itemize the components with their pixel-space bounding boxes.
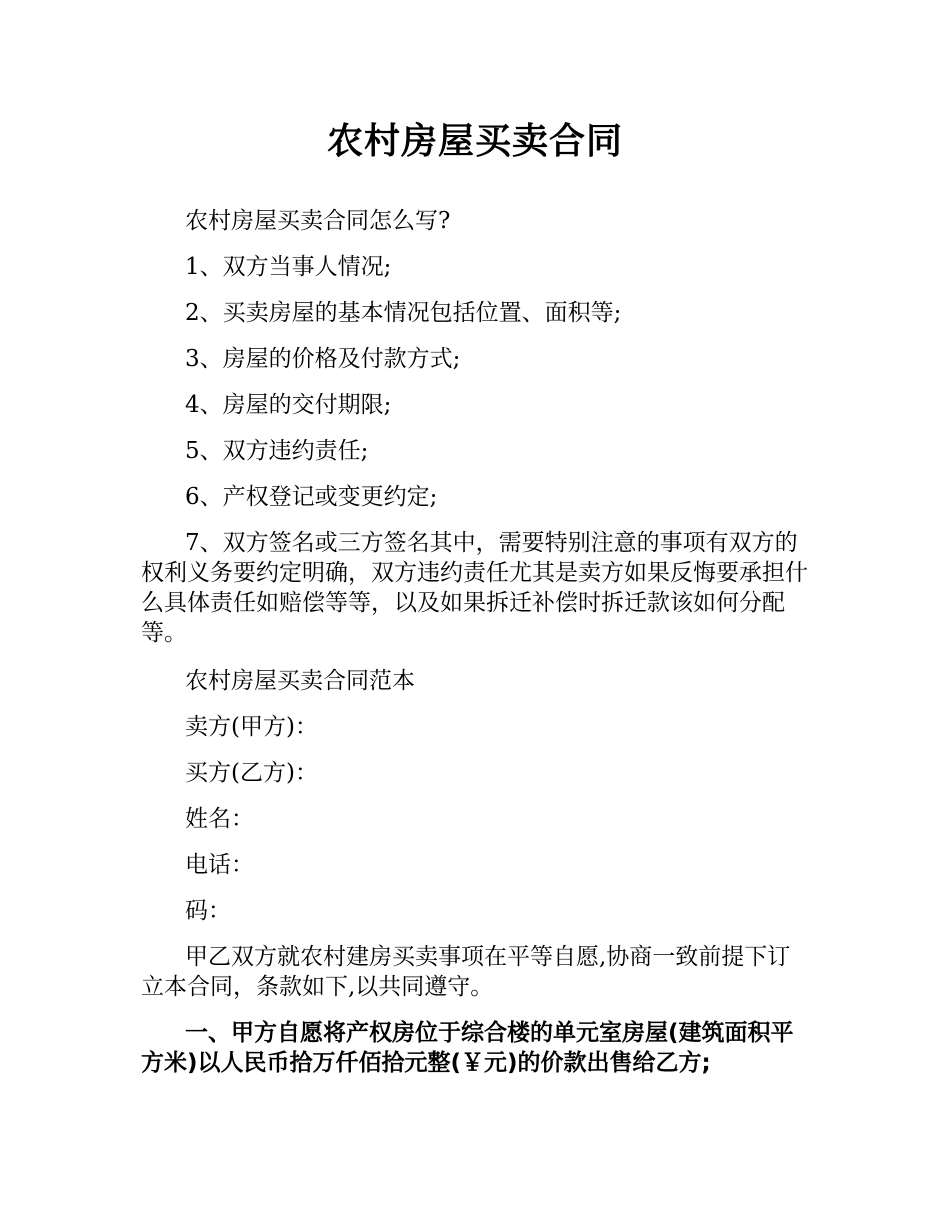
paragraph-agreement: 甲乙双方就农村建房买卖事项在平等自愿,协商一致前提下订立本合同，条款如下,以共同遵守。 bbox=[141, 944, 791, 1000]
paragraph-intro-question: 农村房屋买卖合同怎么写? bbox=[185, 208, 451, 234]
paragraph-buyer: 买方(乙方)： bbox=[185, 760, 318, 786]
paragraph-item-2: 2、买卖房屋的基本情况包括位置、面积等; bbox=[185, 300, 622, 326]
paragraph-item-1: 1、双方当事人情况; bbox=[185, 254, 392, 280]
paragraph-seller: 卖方(甲方)： bbox=[185, 714, 318, 740]
paragraph-item-6: 6、产权登记或变更约定; bbox=[185, 484, 438, 510]
paragraph-item-7: 7、双方签名或三方签名其中，需要特别注意的事项有双方的权利义务要约定明确，双方违约责任尤其是卖方如果反悔要承担什么具体责任如赔偿等等，以及如果拆迁补偿时拆迁款该如何分配等。 bbox=[141, 530, 808, 646]
paragraph-item-4: 4、房屋的交付期限; bbox=[185, 392, 392, 418]
paragraph-phone: 电话： bbox=[185, 852, 254, 878]
paragraph-item-3: 3、房屋的价格及付款方式; bbox=[185, 346, 461, 372]
paragraph-item-5: 5、双方违约责任; bbox=[185, 438, 369, 464]
paragraph-template-heading: 农村房屋买卖合同范本 bbox=[185, 668, 415, 694]
paragraph-name: 姓名： bbox=[185, 806, 254, 832]
paragraph-clause-1: 一、甲方自愿将产权房位于综合楼的单元室房屋(建筑面积平方米)以人民币拾万仟佰拾元整(￥元)的价款出售给乙方; bbox=[141, 1020, 794, 1076]
document-title: 农村房屋买卖合同 bbox=[326, 121, 623, 162]
paragraph-code: 码： bbox=[185, 898, 231, 924]
